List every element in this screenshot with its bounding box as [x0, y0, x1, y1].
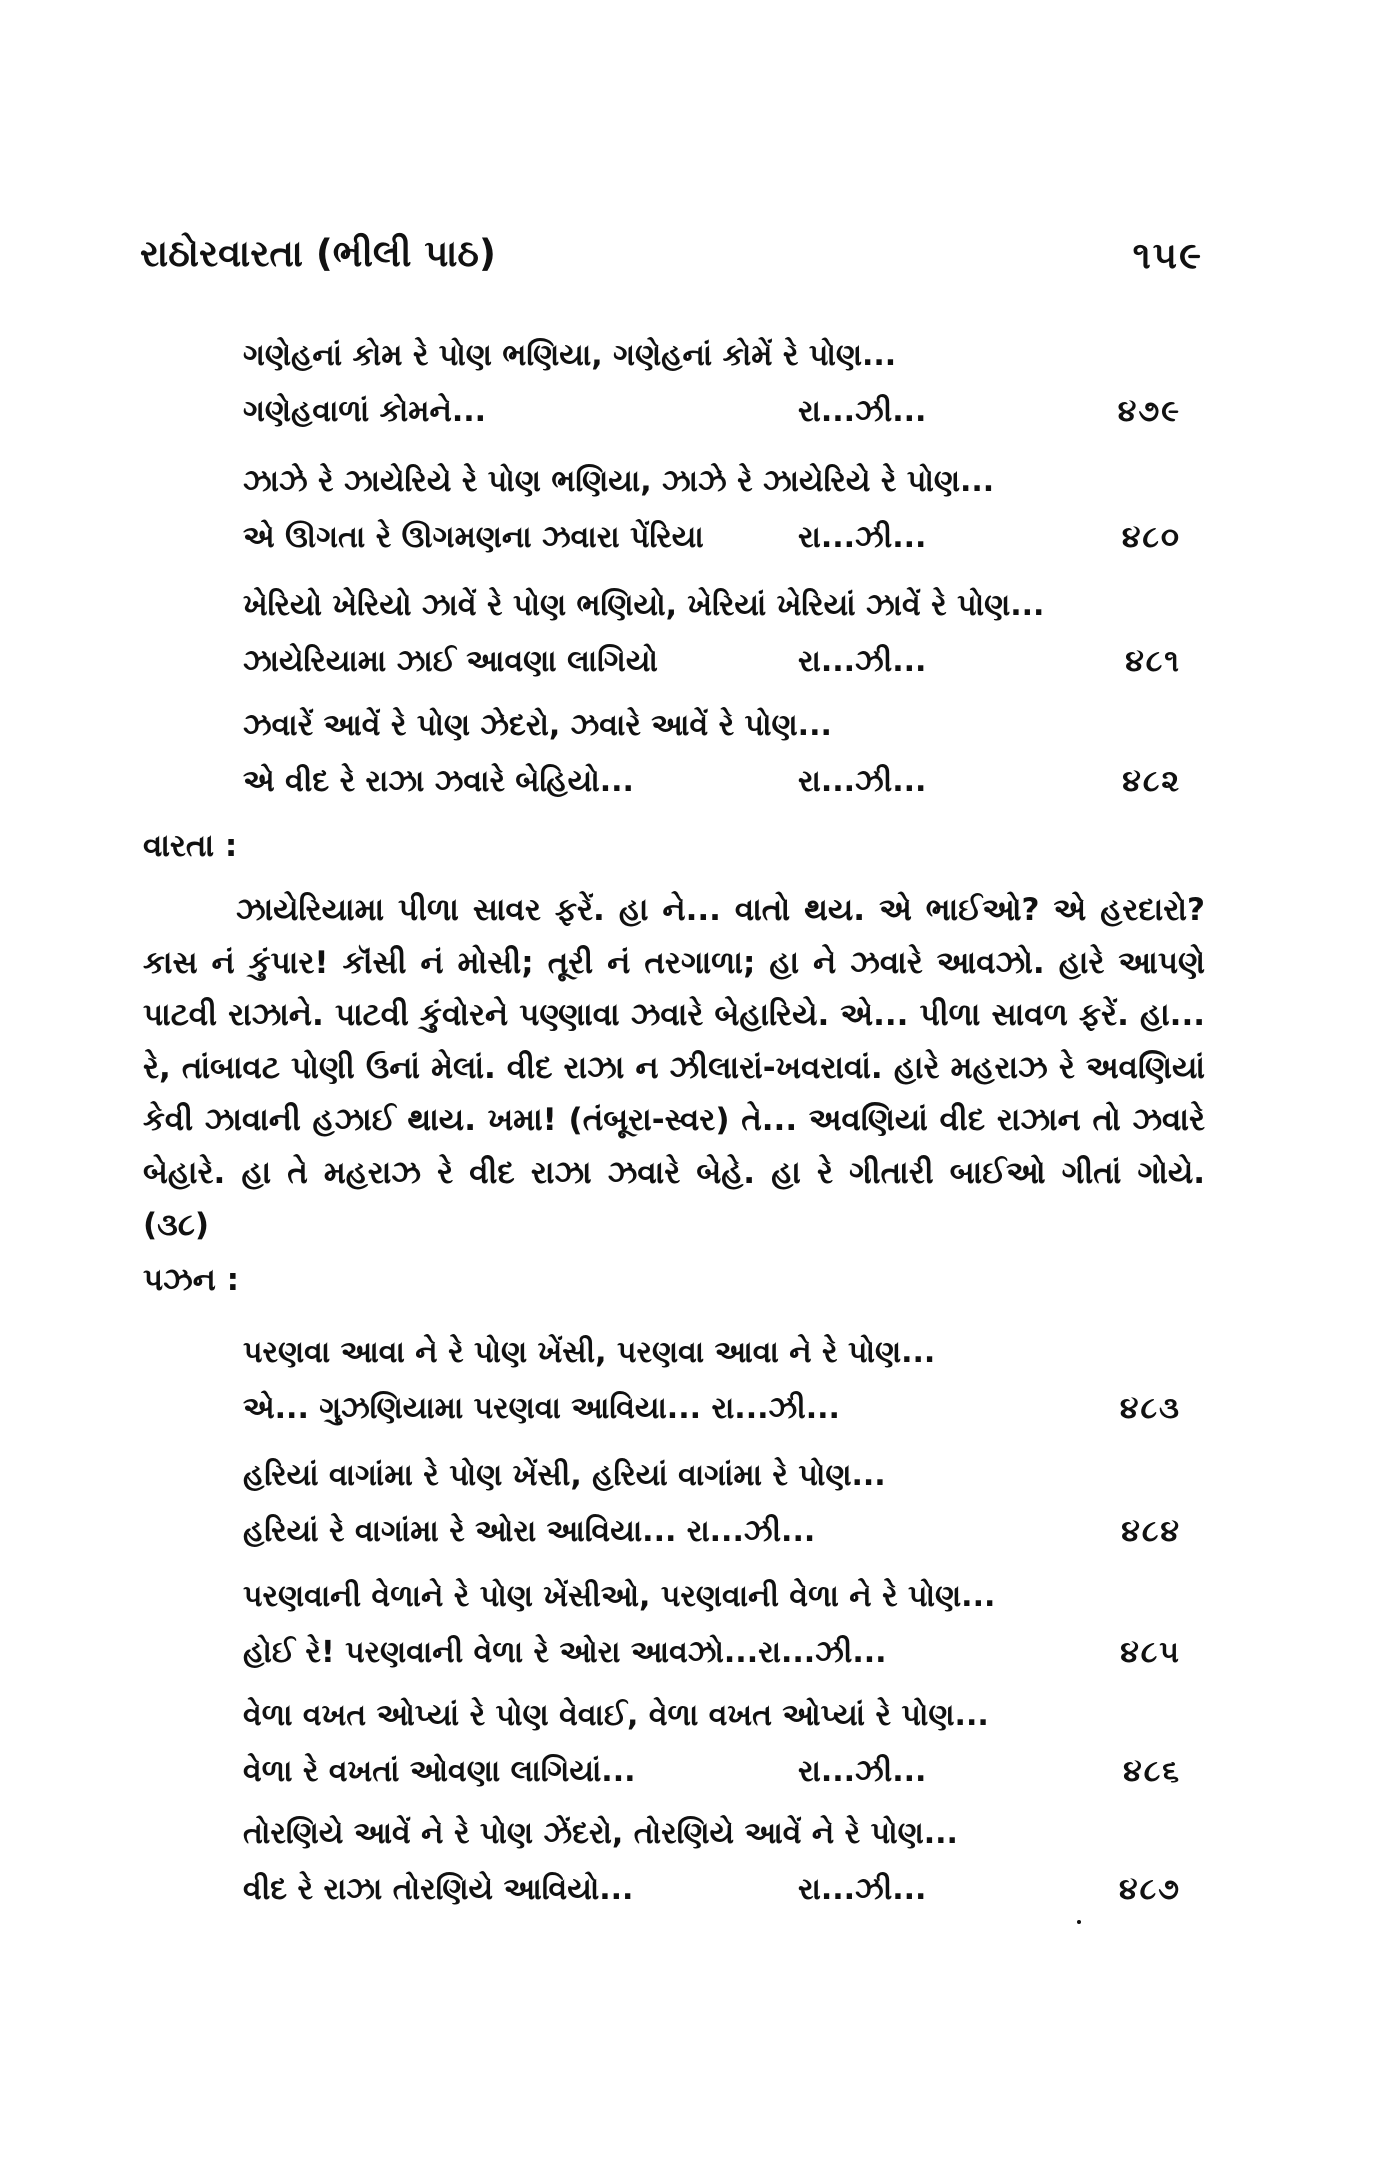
verse-text: વેળા રે વખતાં ઓવણા લાગિયાં...: [243, 1754, 636, 1789]
verse-line: [243, 756, 1203, 812]
verse-text: ઝવારેં આવેં રે પોણ ઝેદરો, ઝવારે આવેં રે પોણ...: [243, 708, 832, 743]
verse-text: ઝાઝે રે ઝાયેરિયે રે પોણ ભણિયા, ઝાઝે રે ઝાયેરિયે રે પોણ...: [243, 464, 995, 499]
verse-text: એ ઊગતા રે ઊગમણના ઝવારા પેંરિયા: [243, 520, 704, 555]
verse-stanza-487: [243, 1808, 1203, 1920]
verse-refrain: રા...ઝી...: [798, 520, 927, 555]
verse-line: [243, 1571, 1203, 1627]
verse-number: ૪૮૦: [1121, 520, 1181, 555]
verse-number: ૪૮૪: [1121, 1514, 1181, 1549]
verse-number: ૪૮૫: [1120, 1635, 1181, 1670]
stray-ink-dot: [1077, 1920, 1081, 1924]
verse-line: [243, 580, 1203, 636]
verse-text: હરિયાં વાગાંમા રે પોણ ખેંસી, હરિયાં વાગાંમા રે પોણ...: [243, 1458, 886, 1493]
verse-refrain: રા...ઝી...: [798, 1872, 927, 1907]
verse-text: પરણવાની વેળાને રે પોણ ખેંસીઓ, પરણવાની વેળા ને રે પોણ...: [243, 1579, 996, 1614]
verse-line: [243, 1506, 1203, 1562]
verse-line: [243, 1808, 1203, 1864]
verse-line: [243, 330, 1203, 386]
verse-number: ૪૮૨: [1122, 764, 1181, 799]
verse-text: હરિયાં રે વાગાંમા રે ઓરા આવિયા... રા...ઝી...: [243, 1514, 816, 1549]
verse-line: [243, 1746, 1203, 1802]
running-header-title: રાઠોરવારતા (ભીલી પાઠ): [140, 232, 496, 275]
verse-line: [243, 1383, 1203, 1439]
verse-line: [243, 1450, 1203, 1506]
verse-stanza-479: [243, 330, 1203, 442]
verse-stanza-486: [243, 1690, 1203, 1802]
verse-text: ખેરિયો ખેરિયો ઝાવેં રે પોણ ભણિયો, ખેરિયાં ખેરિયાં ઝાવેં રે પોણ...: [243, 588, 1045, 623]
verse-stanza-485: [243, 1571, 1203, 1683]
verse-number: ૪૮૬: [1123, 1754, 1181, 1789]
verse-stanza-482: [243, 700, 1203, 812]
verse-line: [243, 1327, 1203, 1383]
verse-refrain: રા...ઝી...: [798, 764, 927, 799]
verse-line: [243, 512, 1203, 568]
verse-refrain: રા...ઝી...: [798, 1754, 927, 1789]
page-number: ૧૫૯: [1132, 234, 1203, 277]
verse-line: [243, 636, 1203, 692]
verse-line: [243, 700, 1203, 756]
verse-text: ગણેહવાળાં કોમને...: [243, 394, 487, 429]
verse-text: ગણેહનાં કોમ રે પોણ ભણિયા, ગણેહનાં કોમેં રે પોણ...: [243, 338, 897, 373]
section-heading-varta: વારતા :: [143, 828, 238, 864]
verse-number: ૪૭૯: [1117, 394, 1181, 429]
verse-line: [243, 1627, 1203, 1683]
verse-line: [243, 1690, 1203, 1746]
verse-stanza-484: [243, 1450, 1203, 1562]
varta-paragraph-text: ઝાયેરિયામા પીળા સાવર ફરેં. હા ને... વાતો થય. એ ભાઈઓ? એ હરદારો? કાસ નં કુંપાર! કૉંસી નં મોસી; તૂરી નં તરગાળા; હા ને ઝવારે આવઝો. હારે આપણે પાટવી રાઝાને. પાટવી કુંવોરને પણ્ણાવા ઝવારે બેહારિયે. એ... પીળા સાવળ ફરેં. હા... રે, તાંબાવટ પોણી ઉનાં મેલાં. વીદ રાઝા ન ઝીલારાં-ખવરાવાં. હારે મહરાઝ રે અવણિયાં કેવી ઝાવાની હઝાઈ થાય. ખમા! (તંબૂરા-સ્વર) તે... અવણિયાં વીદ રાઝાન તો ઝવારે બેહારે. હા તે મહરાઝ રે વીદ રાઝા ઝવારે બેહે. હા રે ગીતારી બાઈઓ ગીતાં ગોયે. (૩૮): [143, 892, 1205, 1243]
verse-text: હોઈ રે! પરણવાની વેળા રે ઓરા આવઝો...રા...ઝી...: [243, 1635, 887, 1670]
verse-refrain: રા...ઝી...: [798, 644, 927, 679]
verse-text: પરણવા આવા ને રે પોણ ખેંસી, પરણવા આવા ને રે પોણ...: [243, 1335, 936, 1370]
verse-text: તોરણિયે આવેં ને રે પોણ ઝેંદરો, તોરણિયે આવેં ને રે પોણ...: [243, 1816, 958, 1851]
verse-line: [243, 386, 1203, 442]
verse-stanza-483: [243, 1327, 1203, 1439]
verse-line: [243, 1864, 1203, 1920]
verse-text: વેળા વખત ઓપ્યાં રે પોણ વેવાઈ, વેળા વખત ઓપ્યાં રે પોણ...: [243, 1698, 989, 1733]
verse-stanza-480: [243, 456, 1203, 568]
section-heading-pajan: પઝન :: [143, 1262, 239, 1298]
verse-text: એ વીદ રે રાઝા ઝવારે બેહિયો...: [243, 764, 634, 799]
verse-text: એ... ગુઝણિયામા પરણવા આવિયા... રા...ઝી...: [243, 1391, 840, 1426]
verse-refrain: રા...ઝી...: [798, 394, 927, 429]
verse-line: [243, 456, 1203, 512]
verse-number: ૪૮૩: [1119, 1391, 1181, 1426]
verse-stanza-481: [243, 580, 1203, 692]
verse-number: ૪૮૭: [1119, 1872, 1181, 1907]
varta-paragraph: [143, 884, 1205, 1252]
verse-text: વીદ રે રાઝા તોરણિયે આવિયો...: [243, 1872, 634, 1907]
verse-number: ૪૮૧: [1125, 644, 1181, 679]
verse-text: ઝાયેરિયામા ઝાઈ આવણા લાગિયો: [243, 644, 658, 679]
